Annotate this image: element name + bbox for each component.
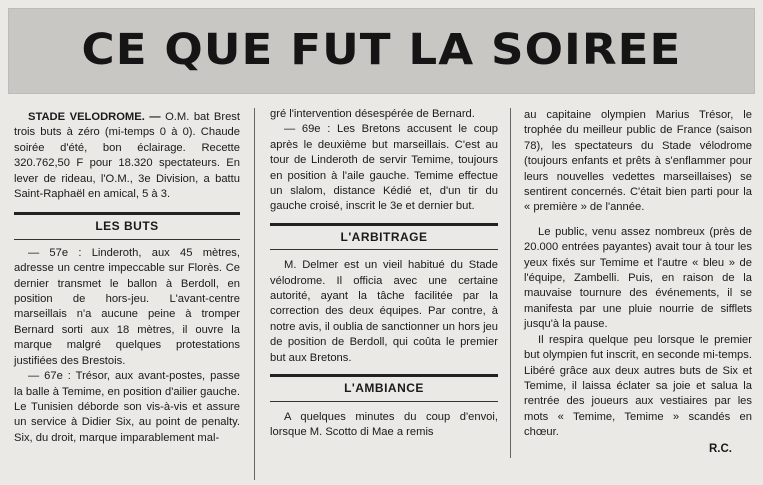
section-heading-arbitrage: L'ARBITRAGE — [270, 223, 498, 250]
headline: CE QUE FUT LA SOIREE — [81, 25, 682, 75]
ambiance-paragraph-2: Le public, venu assez nombreux (près de 20.000 entrées payantes) avait tour à tour les yeux fixés sur Temime et l'autre « bleu » de l'équipe, Zambelli. Puis, en raison de la mauvaise tournure des événements, il se manifesta par une pluie nourrie de sifflets jusqu'à la pause. — [524, 225, 752, 331]
column-1 — [14, 110, 240, 446]
ambiance-paragraph-3: Il respira quelque peu lorsque le premier but olympien fut inscrit, en seconde mi-temps. Libéré grâce aux deux autres buts de Six et Temime, il laissa éclater sa joie et salua la rentrée des joueurs aux vestiaires par les mots « Temime, Temime » scandés en chœur. — [524, 333, 752, 439]
headline-banner — [8, 8, 755, 94]
arbitrage-paragraph: M. Delmer est un vieil habitué du Stade vélodrome. Il officia avec une certaine autorité, ayant la tâche facilitée par la correction des deux équipes. Par contre, à notre avis, il oublia de sanctionner un hors jeu de position de Berdoll, qui coûta le premier but aux Bretons. — [270, 259, 498, 364]
ambiance-paragraph-1-continued: au capitaine olympien Marius Trésor, le trophée du meilleur public de France (saison 78), les spectateurs du Stade vélodrome (toujours enfants et prêts à s'enflammer pour leurs nouvelles vedettes marseillaises) se sentirent concernés. C'était bien parti pour la « première » de l'année. — [524, 109, 752, 214]
buts-paragraph-3: — 69e : Les Bretons accusent le coup après le deuxième but marseillais. C'est au tour de Linderoth de servir Temime, toujours en position à l'aile gauche. Temime effectue un slalom, distance Kédié et, d'un tir du gauche croisé, inscrit le 3e et dernier but. — [270, 123, 498, 213]
column-3 — [524, 108, 752, 457]
buts-paragraph-2: — 67e : Trésor, aux avant-postes, passe la balle à Temime, en position d'ailier gauche. Le Tunisien déborde son vis-à-vis et assure un service à Didier Six, au point de penalty. Six, du droit, marque imparablement mal- — [14, 370, 240, 444]
intro-text: O.M. bat Brest trois buts à zéro (mi-temps 0 à 0). Chaude soirée d'été, bon éclairage. Recette 320.762,50 F pour 18.320 spectateurs. En lever de rideau, l'O.M., 3e Division, a battu Saint-Raphaël en amical, 5 à 3. — [14, 111, 241, 201]
intro-lead: STADE VELODROME. — — [28, 111, 161, 123]
section-heading-ambiance: L'AMBIANCE — [270, 374, 498, 401]
section-heading-buts: LES BUTS — [14, 212, 240, 239]
column-2 — [270, 107, 498, 440]
intro-paragraph — [14, 110, 240, 202]
author-signature: R.C. — [709, 442, 732, 455]
column-divider — [254, 108, 255, 480]
column-divider — [510, 108, 511, 458]
buts-paragraph-1: — 57e : Linderoth, aux 45 mètres, adresse un centre impeccable sur Florès. Ce dernier transmet le ballon à Berdoll, en position de hors-jeu. L'avant-centre marseillais n'a aucune peine à tromper Bernard sorti aux 18 mètres, il ouvre la marque malgré quelques protestations justifiées des Brestois. — [14, 246, 240, 367]
buts-paragraph-2-continued: gré l'intervention désespérée de Bernard. — [270, 108, 475, 120]
ambiance-paragraph-1: A quelques minutes du coup d'envoi, lorsque M. Scotto di Mae a remis — [270, 410, 498, 438]
